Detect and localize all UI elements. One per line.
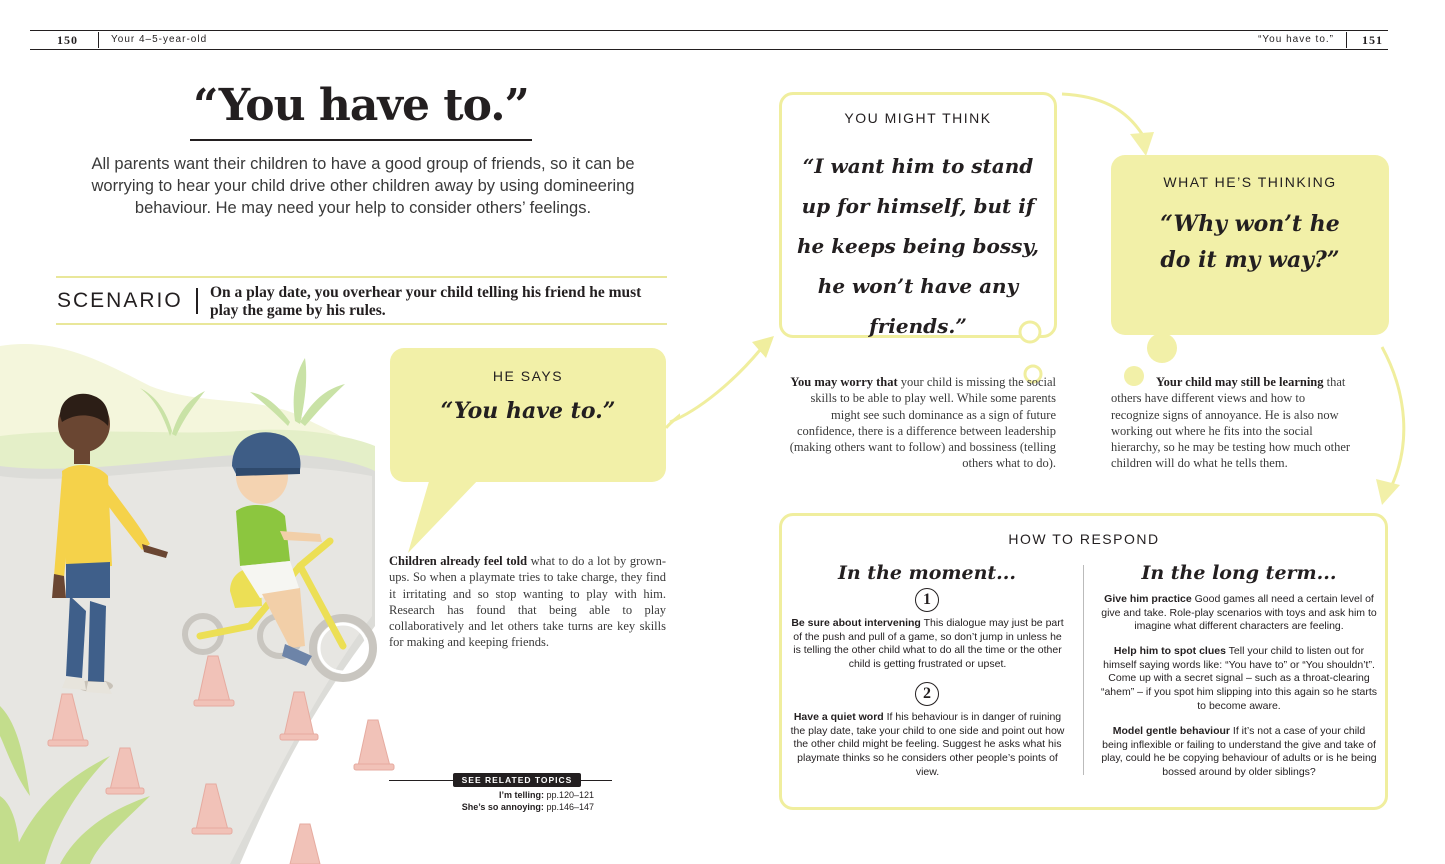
left-page-number: 150 <box>57 33 78 47</box>
whats-he-thinking-label: WHAT HE’S THINKING <box>1163 174 1337 190</box>
long-term-item-3 <box>1100 725 1378 780</box>
title-underline <box>190 139 532 141</box>
long-term-item-2-lead: Help him to spot clues <box>1113 645 1226 657</box>
step-number-1: 1 <box>915 588 939 612</box>
related-topic-title: I’m telling: <box>498 790 544 800</box>
scenario-label: SCENARIO <box>57 289 183 312</box>
related-topic-pages: pp.120–121 <box>543 790 594 800</box>
scenario-text: On a play date, you overhear your child telling his friend he must play the game by his rules. <box>210 284 642 319</box>
related-topic-link[interactable] <box>389 790 594 800</box>
arrow-right-icon <box>660 330 780 430</box>
long-term-item-1-lead: Give him practice <box>1104 593 1192 605</box>
scenario-divider <box>196 288 198 314</box>
moment-item-1-lead: Be sure about intervening <box>791 617 921 629</box>
you-might-think-text: your child is missing the social skills to be able to play well. While some parents might see such dominance as a sign of future confidence, there is a difference between leadership (making others want to follow) and bossiness (telling others what to do). <box>789 375 1056 471</box>
related-topic-link[interactable] <box>389 802 594 812</box>
left-body-paragraph <box>389 553 666 651</box>
header-divider <box>1346 32 1347 48</box>
long-term-item-2 <box>1100 645 1378 714</box>
step-number-2: 2 <box>915 682 939 706</box>
left-body-text: what to do a lot by grown-ups. So when a playmate tries to take charge, they find it irritating and so stop wanting to play with him. Research has found that being able to play collaboratively and let others take turns are key skills for making and keeping friends. <box>389 554 666 650</box>
header-divider <box>98 32 99 48</box>
you-might-think-lead: You may worry that <box>790 375 898 389</box>
he-says-label: HE SAYS <box>492 368 564 384</box>
related-topic-title: She’s so annoying: <box>461 802 544 812</box>
he-says-quote: “You have to.” <box>440 398 616 424</box>
you-might-think-paragraph <box>779 374 1056 472</box>
moment-item-1-text: This dialogue may just be part of the push and pull of a game, so don’t jump in unless he is telling the other child what to do all the time or the other child is getting frustrated or upset. <box>793 617 1064 671</box>
arrow-down-right-icon <box>1060 88 1160 160</box>
long-term-item-3-lead: Model gentle behaviour <box>1112 725 1231 737</box>
moment-item-1 <box>790 617 1065 672</box>
column-divider <box>1083 565 1084 775</box>
related-topics-label: SEE RELATED TOPICS <box>453 773 581 787</box>
scenario-rule-top <box>56 276 667 278</box>
in-the-moment-heading: In the moment... <box>837 562 1016 584</box>
long-term-item-2-text: Tell your child to listen out for himself saying words like: “You have to” or “You shouldn’t”. Come up with a secret signal – such as a throat-clearing “ahem” – if you spot him slipping into this again so he starts to become aware. <box>1100 645 1378 712</box>
whats-he-thinking-quote: “Why won’t he do it my way?” <box>1160 211 1340 273</box>
left-running-title: Your 4–5-year-old <box>111 34 208 45</box>
related-topic-pages: pp.146–147 <box>543 802 594 812</box>
header-rule-bottom <box>30 49 1388 50</box>
whats-he-thinking-paragraph <box>1111 374 1351 472</box>
long-term-item-3-text: If it’s not a case of your child being inflexible or failing to understand the give and take of play, could he be copying behaviour of adults or is he being bossed around by older siblings? <box>1101 725 1377 779</box>
playground-illustration <box>0 326 400 864</box>
you-might-think-label: YOU MIGHT THINK <box>844 110 992 126</box>
header-rule-top <box>30 30 1388 31</box>
right-page-number: 151 <box>1362 33 1383 47</box>
you-might-think-quote: “I want him to stand up for himself, but if he keeps being bossy, he won’t have any friends.” <box>796 154 1040 338</box>
moment-item-2 <box>790 711 1065 780</box>
arrow-down-icon <box>1370 345 1430 510</box>
right-running-title: “You have to.” <box>1258 34 1334 45</box>
whats-he-thinking-lead: Your child may still be learning <box>1156 375 1324 389</box>
moment-item-2-text: If his behaviour is in danger of ruining the play date, take your child to one side and point out how the other child might be feeling. Suggest he asks what his playmate thinks so he considers other people’s points of view. <box>790 711 1065 778</box>
moment-item-2-lead: Have a quiet word <box>793 711 884 723</box>
long-term-item-1 <box>1100 593 1378 634</box>
long-term-item-1-text: Good games all need a certain level of give and take. Role-play scenarios with toys and ask him to imagine what different characters are feeling. <box>1101 593 1377 633</box>
scenario-rule-bottom <box>56 323 667 325</box>
intro-paragraph: All parents want their children to have a good group of friends, so it can be worrying to hear your child drive other children away by using domineering behaviour. He may need your help to consider others’ feelings. <box>91 155 635 217</box>
whats-he-thinking-text: that others have different views and how to recognize signs of annoyance. He is also now working out where he fits into the social hierarchy, so he may be testing how much other children will do what he tells them. <box>1111 375 1351 471</box>
in-the-long-term-heading: In the long term... <box>1141 562 1337 584</box>
how-to-respond-label: HOW TO RESPOND <box>1008 531 1160 547</box>
page-title: “You have to.” <box>193 80 529 131</box>
left-body-lead: Children already feel told <box>389 554 528 568</box>
